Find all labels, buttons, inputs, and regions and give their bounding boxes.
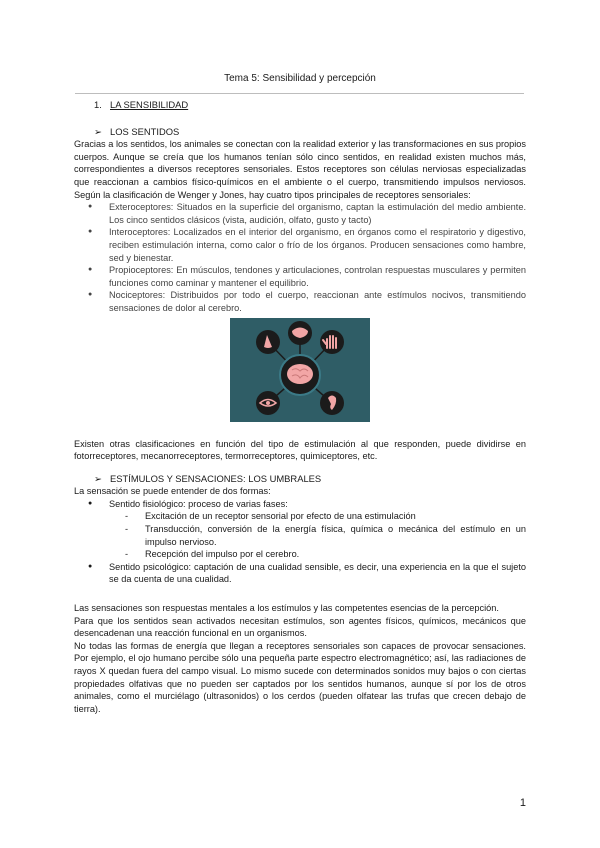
list-item: ● Interoceptores: Localizados en el interior del organismo, en órganos como el respiratorio y digestivo, reciben estimulación interna, como calor o frío de los órganos. Producen sensaciones como hambre, sed y bienestar. <box>74 226 526 264</box>
page-content <box>74 99 526 715</box>
phase-list <box>74 510 526 560</box>
subheading-estimulos <box>74 473 526 486</box>
section-number: 1. <box>94 99 102 110</box>
list-item: ● Propioceptores: En músculos, tendones y articulaciones, controlan respuestas musculares y permiten funciones como caminar y mantener el equilibrio. <box>74 264 526 289</box>
other-classifications: Existen otras clasificaciones en función del tipo de estimulación al que responden, puede dividirse en fotorreceptores, mecanorreceptores, termorreceptores, quimiceptores, etc. <box>74 438 526 462</box>
subheading-sentidos <box>74 126 526 139</box>
arrow-bullet-icon: ➢ <box>94 472 102 484</box>
physiological-sense: Sentido fisiológico: proceso de varias fases: <box>109 498 288 509</box>
page-number: 1 <box>519 797 526 809</box>
header-divider <box>75 93 524 94</box>
section-heading <box>94 99 526 112</box>
section-title: LA SENSIBILIDAD <box>110 99 189 110</box>
subheading-text: LOS SENTIDOS <box>110 125 180 137</box>
senses-diagram <box>230 318 370 422</box>
page-header-title: Tema 5: Sensibilidad y percepción <box>224 73 376 84</box>
list-item: - Recepción del impulso por el cerebro. <box>74 548 526 561</box>
paragraph: Las sensaciones son respuestas mentales a los estímulos y las competentes esencias de la percepción. <box>74 603 499 614</box>
receptor-list <box>74 201 526 314</box>
sensation-list-2 <box>74 561 526 586</box>
sentidos-intro: Gracias a los sentidos, los animales se conectan con la realidad exterior y las transformaciones en sus propios cuerpos. Aunque se creía que los humanos tenían sólo cinco sentidos, en realidad existen muchos más, correspondientes a diversos receptores sensoriales. Estos receptores son células nerviosas especializadas que reaccionan a cambios físico-químicos en el ambiente o el cuerpo, transmitiendo impulsos nerviosos. Según la clasificación de Wenger y Jones, hay cuatro tipos principales de receptores sensoriales: <box>74 139 526 200</box>
paragraph: No todas las formas de energía que llegan a receptores sensoriales son capaces de provocar sensaciones. Por ejemplo, el ojo humano percibe sólo una pequeña parte espectro electromagnético; así, las radiaciones de rayos X quedan fuera del campo visual. Lo mismo sucede con determinados sonidos muy bajos o con ciertas propiedades olfativas que no pueden ser captados por los sentidos humanos, aunque sí por los de otros animales, como el murciélago (ultrasonidos) o los cerdos (pueden olfatear las trufas que crecen debajo de tierra). <box>74 640 526 714</box>
list-item <box>74 498 526 511</box>
senses-illustration <box>230 318 370 422</box>
list-item: ● Exteroceptores: Situados en la superficie del organismo, captan la estimulación del medio ambiente. Los cinco sentidos clásicos (vista, audición, olfato, gusto y tacto) <box>74 201 526 226</box>
arrow-bullet-icon: ➢ <box>94 125 102 137</box>
sensation-list <box>74 498 526 511</box>
paragraph: Para que los sentidos sean activados necesitan estímulos, son agentes físicos, químicos, mecánicos que desencadenan una reacción funcional en un organismos. <box>74 615 526 639</box>
list-item: - Transducción, conversión de la energía física, química o mecánica del estímulo en un impulso nervioso. <box>74 523 526 548</box>
list-item: ● Sentido psicológico: captación de una cualidad sensible, es decir, una experiencia en la que el sujeto se da cuenta de una cualidad. <box>74 561 526 586</box>
list-item: - Excitación de un receptor sensorial por efecto de una estimulación <box>74 510 526 523</box>
subheading-text: ESTÍMULOS Y SENSACIONES: LOS UMBRALES <box>110 472 322 484</box>
estimulos-intro: La sensación se puede entender de dos formas: <box>74 486 271 497</box>
list-item: ● Nociceptores: Distribuidos por todo el cuerpo, reaccionan ante estímulos nocivos, transmitiendo sensaciones de dolor al cerebro. <box>74 289 526 314</box>
